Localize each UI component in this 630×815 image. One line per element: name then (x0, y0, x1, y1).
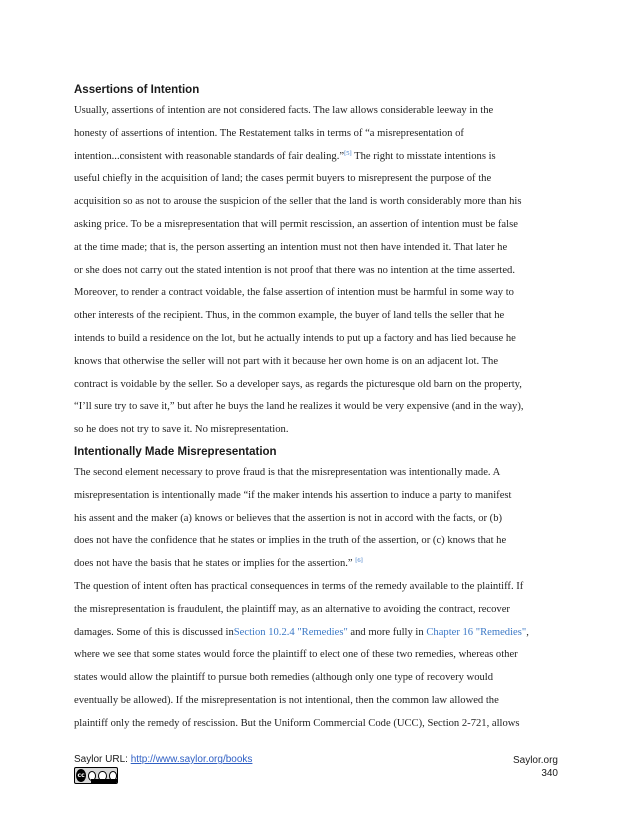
text-line: asking price. To be a misrepresentation that will permit rescission, an assertion of intention must be false (74, 218, 518, 230)
footer-site: Saylor.org (512, 755, 558, 766)
text-segment: The right to misstate intentions is (351, 150, 496, 162)
text-line: Usually, assertions of intention are not considered facts. The law allows considerable leeway in the (74, 105, 494, 116)
text-line: misrepresentation is intentionally made “if the maker intends his assertion to induce a party to manifest (74, 489, 512, 501)
text-line: The question of intent often has practical consequences in terms of the remedy available to the plaintiff. If (74, 580, 524, 592)
text-line: useful chiefly in the acquisition of land; the cases permit buyers to misrepresent the purpose of the (74, 173, 492, 185)
text-line: does not have the confidence that he states or implies in the truth of the assertion, or (c) knows that he (74, 535, 507, 547)
footnote-ref-6[interactable]: [6] (355, 557, 363, 565)
text-line: contract is voidable by the seller. So a developer says, as regards the picturesque old barn on the property, (74, 378, 522, 390)
text-line: Moreover, to render a contract voidable, the false assertion of intention must be harmful in some way to (74, 287, 514, 299)
section-heading-assertions: Assertions of Intention (74, 84, 200, 96)
text-segment: and more fully in (347, 626, 427, 638)
text-segment: does not have the basis that he states or implies for the assertion.” (74, 558, 356, 570)
text-line (74, 553, 558, 576)
text-line (74, 622, 558, 645)
footnote-ref-5[interactable]: [5] (344, 149, 352, 157)
text-segment: , (526, 626, 529, 638)
text-line (74, 146, 558, 169)
paragraph-intentional (74, 462, 558, 576)
text-line: or she does not carry out the stated intention is not proof that there was no intention at the time asserted. (74, 264, 516, 276)
creative-commons-license-icon[interactable] (74, 767, 118, 784)
paragraph-intent-remedies (74, 576, 558, 736)
text-line: The second element necessary to prove fraud is that the misrepresentation was intentionally made. A (74, 466, 501, 478)
saylor-books-link[interactable]: http://www.saylor.org/books (130, 754, 253, 765)
footer-url (74, 754, 252, 765)
footer-site-info (513, 754, 558, 780)
text-line: states would allow the plaintiff to pursue both remedies (although only one type of recovery would (74, 672, 494, 684)
page-content (74, 80, 558, 736)
text-line: honesty of assertions of intention. The Restatement talks in terms of “a misrepresentation of (74, 127, 464, 139)
chapter-16-link[interactable]: Chapter 16 "Remedies" (426, 626, 527, 638)
text-line: knows that otherwise the seller will not part with it because her own home is on an adjacent lot. The (74, 355, 499, 367)
paragraph-assertions (74, 100, 558, 442)
text-line: the misrepresentation is fraudulent, the plaintiff may, as an alternative to avoiding the contract, recover (74, 603, 510, 615)
text-line: plaintiff only the remedy of rescission. But the Uniform Commercial Code (UCC), Section 2-721, allows (74, 717, 520, 729)
section-10-2-4-link[interactable]: Section 10.2.4 "Remedies" (233, 626, 348, 638)
text-line: his assent and the maker (a) knows or believes that the assertion is not in accord with the facts, or (b) (74, 512, 503, 524)
text-line: eventually be allowed). If the misrepresentation is not intentional, then the common law allowed the (74, 694, 499, 706)
text-line: other interests of the recipient. Thus, in the common example, the buyer of land tells the seller that he (74, 310, 505, 322)
text-line: “I’ll sure try to save it,” but after he buys the land he realizes it would be very expensive (and in the way), (74, 401, 524, 413)
text-line: at the time made; that is, the person asserting an intention must not then have intended it. That later he (74, 241, 508, 253)
text-line: intends to build a residence on the lot, but he actually intends to put up a factory and has lied because he (74, 332, 516, 344)
text-line: acquisition so as not to arouse the suspicion of the seller that the land is worth considerably more than his (74, 196, 522, 208)
text-line: where we see that some states would force the plaintiff to elect one of these two remedies, whereas other (74, 649, 518, 661)
section-heading-intentional: Intentionally Made Misrepresentation (74, 445, 277, 458)
text-segment: intention...consistent with reasonable standards of fair dealing.” (74, 150, 345, 162)
text-segment: damages. Some of this is discussed in (74, 626, 234, 638)
footer-url-label: Saylor URL: (74, 754, 131, 765)
license-bar (91, 779, 117, 783)
text-line: so he does not try to save it. No misrepresentation. (74, 424, 289, 436)
cc-logo-icon: cc (76, 769, 86, 782)
page-number: 340 (541, 768, 558, 779)
